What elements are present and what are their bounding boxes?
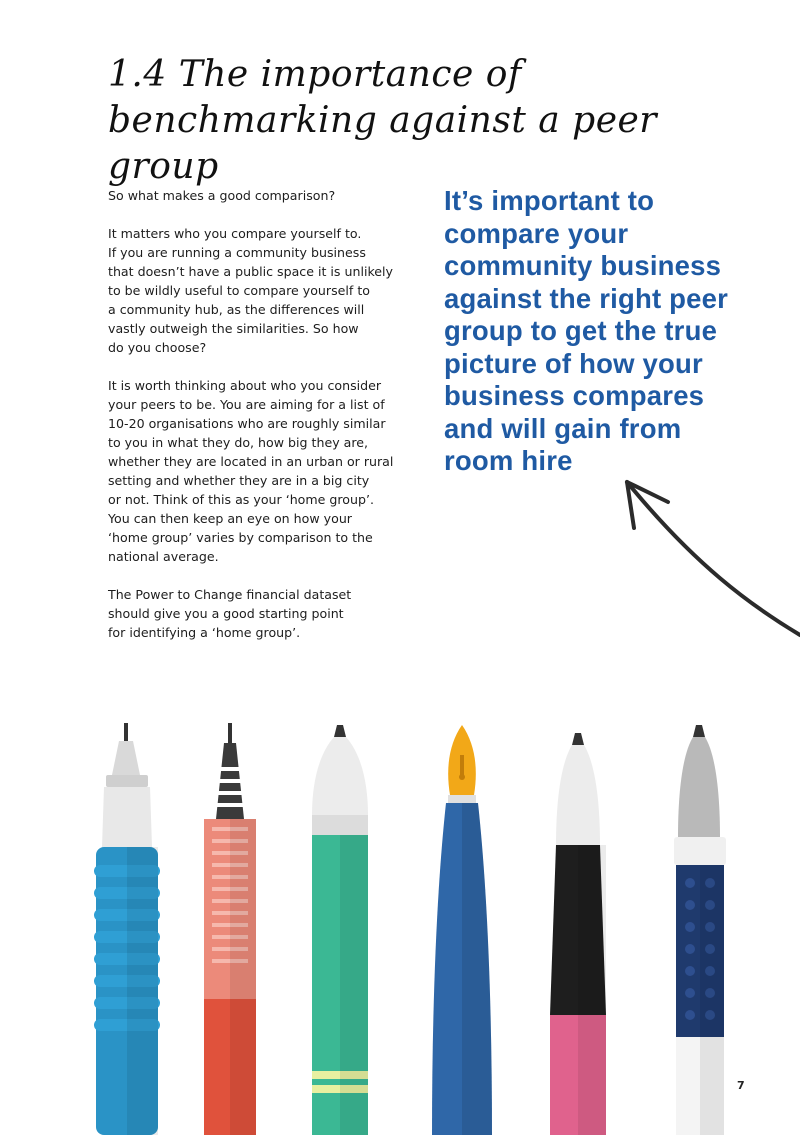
body-paragraph: It matters who you compare yourself to. If you are running a community business that doesn’t have a public space it is unlikely to be wildly useful to compare yourself to a community hub, as the differences will vastly outweigh the similarities. So how do you choose?	[108, 226, 393, 355]
pens-illustration	[0, 715, 800, 1135]
ballpoint-pen-icon	[312, 725, 368, 1135]
body-text	[108, 186, 426, 661]
gel-pen-icon	[550, 733, 606, 1135]
body-paragraph: It is worth thinking about who you consider your peers to be. You are aiming for a list of 10-20 organisations who are roughly similar to you in what they do, how big they are, whether they are located in an urban or rural setting and whether they are in a big city or not. Think of this as your ‘home group’. You can then keep an eye on how your ‘home group’ varies by comparison to the national average.	[108, 378, 394, 564]
page-title-line-1: 1.4 The importance of	[108, 54, 522, 95]
body-paragraph: The Power to Change financial dataset should give you a good starting point for identifying a ‘home group’.	[108, 587, 352, 640]
page-title-line-2: benchmarking against a peer group	[108, 100, 658, 187]
page-title	[108, 52, 748, 190]
fineliner-pen-icon	[204, 723, 256, 1135]
technical-pen-icon	[94, 723, 160, 1135]
body-paragraph: So what makes a good comparison?	[108, 188, 336, 203]
hand-drawn-arrow-icon	[600, 470, 800, 650]
marker-pen-icon	[674, 725, 726, 1135]
fountain-pen-icon	[432, 725, 492, 1135]
page-number: 7	[737, 1079, 745, 1092]
pull-quote: It’s important to compare your community business against the right peer group to get the true picture of how your business compares and will gain from room hire	[444, 185, 729, 476]
